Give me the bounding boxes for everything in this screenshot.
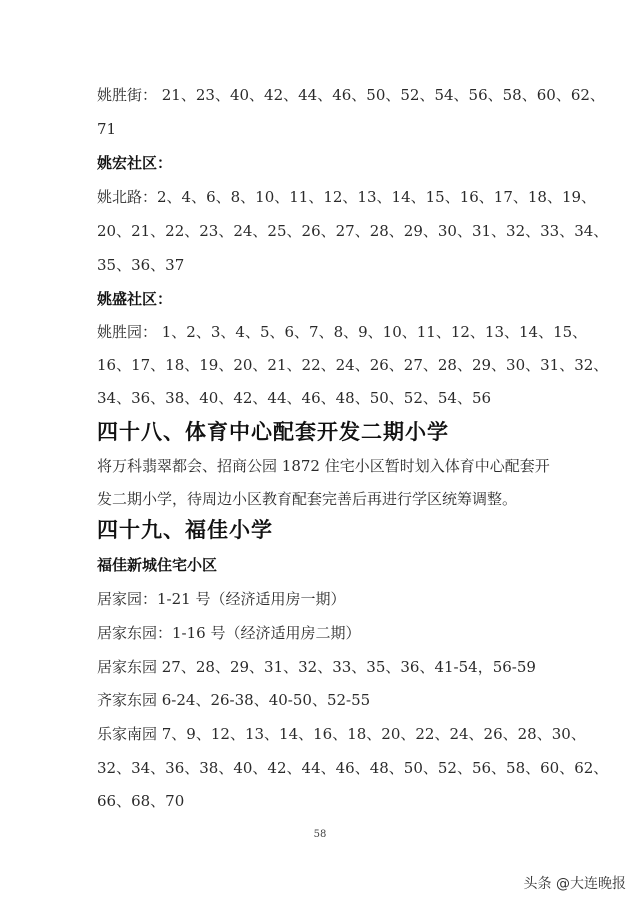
text-line-yaobei-road-cont1: 20、21、22、23、24、25、26、27、28、29、30、31、32、33、34、	[97, 222, 609, 240]
text-line-lejia-south-garden-cont1: 32、34、36、38、40、42、44、46、48、50、52、56、58、60、62、	[97, 759, 609, 777]
text-line-yaosheng-garden: 姚胜园： 1、2、3、4、5、6、7、8、9、10、11、12、13、14、15、	[97, 323, 588, 341]
text-line-jujia-east-garden: 居家东园：1-16 号（经济适用房二期）	[97, 624, 361, 642]
watermark-label: 头条 @大连晚报	[523, 876, 626, 892]
text-line-qijia-east-garden: 齐家东园 6-24、26-38、40-50、52-55	[97, 691, 371, 709]
text-line-yaosheng-garden-cont1: 16、17、18、19、20、21、22、24、26、27、28、29、30、31、32、	[97, 356, 609, 374]
text-line-jujia-garden: 居家园：1-21 号（经济适用房一期）	[97, 590, 346, 608]
text-line-yaosheng-street: 姚胜街： 21、23、40、42、44、46、50、52、54、56、58、60、62、	[97, 86, 605, 104]
subheading-fujia-new-city: 福佳新城住宅小区	[97, 556, 218, 574]
text-line-lejia-south-garden: 乐家南园 7、9、12、13、14、16、18、20、22、24、26、28、30、	[97, 725, 586, 743]
text-line-yaobei-road-cont2: 35、36、37	[97, 256, 185, 274]
text-line-yaosheng-garden-cont2: 34、36、38、40、42、44、46、48、50、52、54、56	[97, 389, 492, 407]
text-line-yaosheng-street-cont: 71	[97, 120, 117, 138]
subheading-yaosheng-community: 姚盛社区：	[97, 290, 173, 308]
text-line-yaobei-road: 姚北路：2、4、6、8、10、11、12、13、14、15、16、17、18、19、	[97, 188, 597, 206]
page-number: 58	[313, 829, 327, 840]
text-line-jujia-east-garden-2: 居家东园 27、28、29、31、32、33、35、36、41-54，56-59	[97, 658, 536, 676]
section-heading-49: 四十九、福佳小学	[97, 518, 273, 542]
subheading-yaohong-community: 姚宏社区：	[97, 154, 173, 172]
text-line-lejia-south-garden-cont2: 66、68、70	[97, 792, 185, 810]
paragraph-48-line1: 将万科翡翠都会、招商公园 1872 住宅小区暂时划入体育中心配套开	[97, 457, 550, 475]
section-heading-48: 四十八、体育中心配套开发二期小学	[97, 420, 449, 444]
paragraph-48-line2: 发二期小学，待周边小区教育配套完善后再进行学区统筹调整。	[97, 490, 518, 508]
